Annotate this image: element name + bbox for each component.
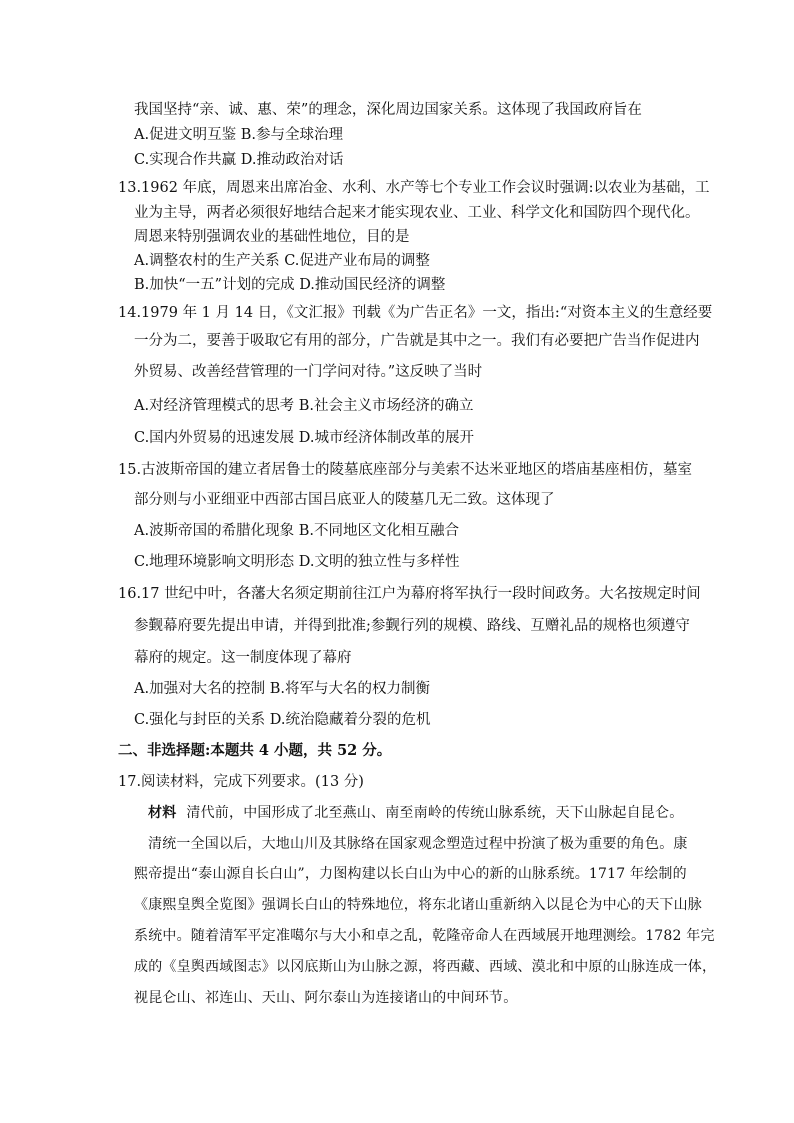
material-para1-text: 清代前，中国形成了北至燕山、南至南岭的传统山脉系统，天下山脉起自昆仑。 (186, 805, 684, 821)
q16-options-row2: C.强化与封臣的关系 D.统治隐藏着分裂的危机 (134, 712, 431, 728)
q17-material-para2-line5: 成的《皇舆西域图志》以冈底斯山为山脉之源，将西藏、西域、漠北和中原的山脉连成一体， (134, 959, 717, 975)
q17-material-para2-line3: 《康熙皇舆全览图》强调长白山的特殊地位，将东北诸山重新纳入以昆仑为中心的天下山脉 (134, 897, 702, 913)
q17-material-para1 (148, 803, 683, 823)
q17-prompt: 17.阅读材料，完成下列要求。(13 分) (118, 774, 364, 790)
q13-stem-line3: 周恩来特别强调农业的基础性地位，目的是 (134, 229, 410, 245)
q17-material-para2-line1: 清统一全国以后，大地山川及其脉络在国家观念塑造过程中扮演了极为重要的角色。康 (148, 836, 688, 852)
q15-stem-line2: 部分则与小亚细亚中西部古国吕底亚人的陵墓几无二致。这体现了 (134, 492, 555, 508)
q15-options-row2: C.地理环境影响文明形态 D.文明的独立性与多样性 (134, 554, 460, 570)
q16-stem-line1: 16.17 世纪中叶，各藩大名须定期前往江户为幕府将军执行一段时间政务。大名按规定时间 (118, 586, 701, 602)
q13-options-row2: B.加快“一五”计划的完成 D.推动国民经济的调整 (134, 277, 446, 293)
q12-options-row2: C.实现合作共赢 D.推动政治对话 (134, 152, 344, 168)
q14-options-row2: C.国内外贸易的迅速发展 D.城市经济体制改革的展开 (134, 430, 475, 446)
q17-material-para2-line4: 系统中。随着清军平定准噶尔与大小和卓之乱，乾隆帝命人在西域展开地理测绘。1782 年完 (134, 928, 715, 944)
q13-options-row1: A.调整农村的生产关系 C.促进产业布局的调整 (134, 253, 430, 269)
q17-material-para2-line6: 视昆仑山、祁连山、天山、阿尔泰山为连接诸山的中间环节。 (134, 990, 518, 1006)
q12-options-row1: A.促进文明互鉴 B.参与全球治理 (134, 127, 343, 143)
q14-stem-line3: 外贸易、改善经营管理的一门学问对待。”这反映了当时 (134, 364, 483, 380)
q13-stem-line2: 业为主导，两者必须很好地结合起来才能实现农业、工业、科学文化和国防四个现代化。 (134, 205, 700, 221)
q14-stem-line1: 14.1979 年 1 月 14 日，《文汇报》刊载《为广告正名》一文，指出:“对资本主义的生意经要 (118, 305, 713, 321)
q14-stem-line2: 一分为二，要善于吸取它有用的部分，广告就是其中之一。我们有必要把广告当作促进内 (134, 333, 700, 349)
q17-material-para2-line2: 熙帝提出“泰山源自长白山”，力图构建以长白山为中心的新的山脉系统。1717 年绘制的 (134, 866, 687, 882)
q12-stem: 我国坚持“亲、诚、惠、荣”的理念，深化周边国家关系。这体现了我国政府旨在 (134, 102, 642, 118)
q14-options-row1: A.对经济管理模式的思考 B.社会主义市场经济的确立 (134, 398, 474, 414)
section-heading: 二、非选择题:本题共 4 小题，共 52 分。 (118, 742, 392, 759)
q16-stem-line2: 参觐幕府要先提出申请，并得到批准;参觐行列的规模、路线、互赠礼品的规格也须遵守 (134, 618, 690, 634)
q15-options-row1: A.波斯帝国的希腊化现象 B.不同地区文化相互融合 (134, 523, 459, 539)
q16-options-row1: A.加强对大名的控制 B.将军与大名的权力制衡 (134, 681, 430, 697)
q16-stem-line3: 幕府的规定。这一制度体现了幕府 (134, 650, 352, 666)
material-label: 材料 (148, 805, 177, 821)
q15-stem-line1: 15.古波斯帝国的建立者居鲁士的陵墓底座部分与美索不达米亚地区的塔庙基座相仿，墓室 (118, 462, 693, 478)
q13-stem-line1: 13.1962 年底，周恩来出席冶金、水利、水产等七个专业工作会议时强调:以农业为基础，工 (118, 180, 710, 196)
